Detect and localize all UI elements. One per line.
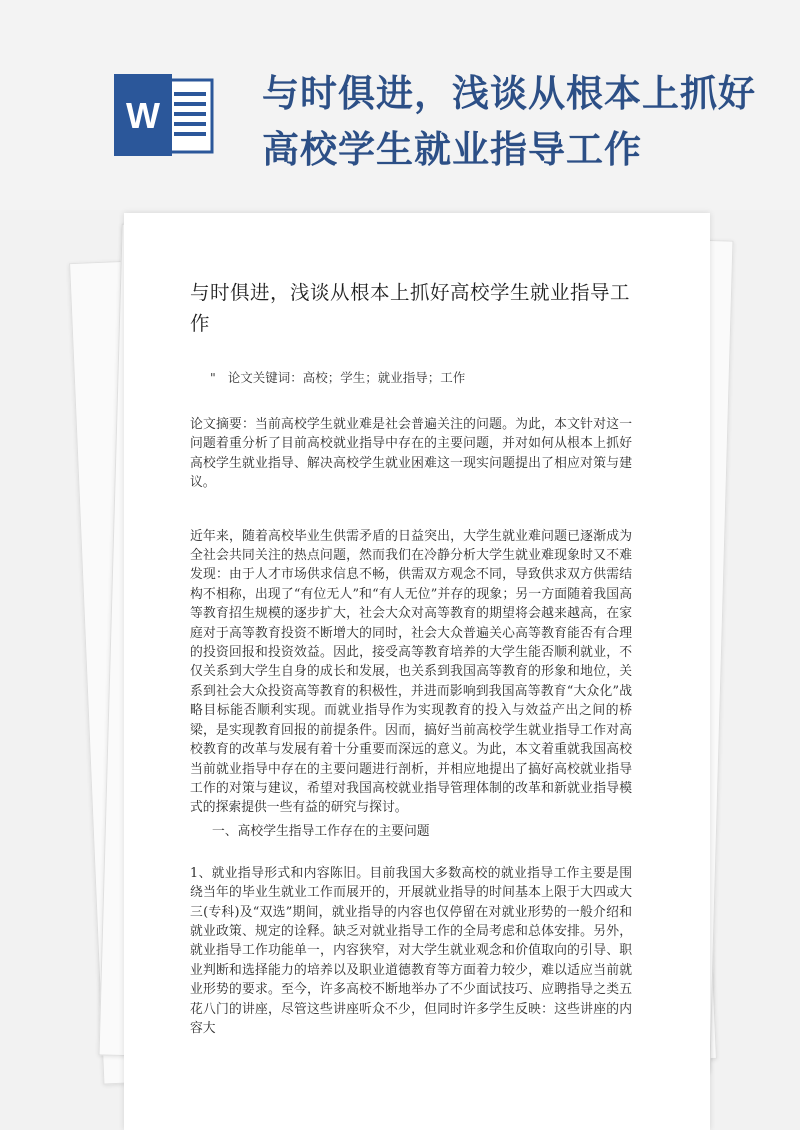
document-content [190,277,632,1038]
document-title: 与时俱进，浅谈从根本上抓好高校学生就业指导工作 [190,281,631,335]
banner-header [0,0,800,210]
banner-title-line-1: 与时俱进，浅谈从根本上抓好 [262,72,756,115]
document-page [124,213,710,1130]
word-logo-letter: W [126,95,160,136]
abstract-paragraph: 论文摘要：当前高校学生就业难是社会普遍关注的问题。为此，本文针对这一问题着重分析了目前高校就业指导中存在的主要问题，并对如何从根本上抓好高校学生就业指导、解决高校学生就业困难这一现实问题提出了相应对策与建议。 [190,417,632,491]
point-1-paragraph: 1、就业指导形式和内容陈旧。目前我国大多数高校的就业指导工作主要是围绕当年的毕业生就业工作而展开的，开展就业指导的时间基本上限于大四或大三(专科)及“双选”期间，就业指导的内容也仅停留在对就业形势的一般介绍和就业政策、规定的诠释。缺乏对就业指导工作的全局考虑和总体安排。另外，就业指导工作功能单一，内容狭窄，对大学生就业观念和价值取向的引导、职业判断和选择能力的培养以及职业道德教育等方面着力较少，难以适应当前就业形势的要求。至今，许多高校不断地举办了不少面试技巧、应聘指导之类五花八门的讲座，尽管这些讲座听众不少，但同时许多学生反映：这些讲座的内容大 [190,865,632,1036]
word-document-icon [112,72,216,158]
keywords-text: 论文关键词：高校；学生；就业指导；工作 [227,370,466,385]
banner-title-line-2: 高校学生就业指导工作 [262,128,642,171]
quote-mark: " [210,370,216,385]
banner-title [262,66,782,178]
intro-paragraph: 近年来，随着高校毕业生供需矛盾的日益突出，大学生就业难问题已逐渐成为全社会共同关注的热点问题，然而我们在冷静分析大学生就业难现象时又不难发现：由于人才市场供求信息不畅，供需双方观念不同，导致供求双方供需结构不相称，出现了“有位无人”和“有人无位”并存的现象；另一方面随着我国高等教育招生规模的逐步扩大，社会大众对高等教育的期望将会越来越高，在家庭对于高等教育投资不断增大的同时，社会大众普遍关心高等教育能否有合理的投资回报和投资效益。因此，接受高等教育培养的大学生能否顺利就业，不仅关系到大学生自身的成长和发展，也关系到我国高等教育的形象和地位，关系到社会大众投资高等教育的积极性，并进而影响到我国高等教育“大众化”战略目标能否顺利实现。而就业指导作为实现教育的投入与效益产出之间的桥梁，是实现教育回报的前提条件。因而，搞好当前高校学生就业指导工作对高校教育的改革与发展有着十分重要而深远的意义。为此，本文着重就我国高校当前就业指导中存在的主要问题进行剖析，并相应地提出了搞好高校就业指导工作的对策与建议，希望对我国高校就业指导管理体制的改革和新就业指导模式的探索提供一些有益的研究与探讨。 [190,528,632,816]
keywords-line [190,367,632,389]
section-heading: 一、高校学生指导工作存在的主要问题 [212,823,430,839]
